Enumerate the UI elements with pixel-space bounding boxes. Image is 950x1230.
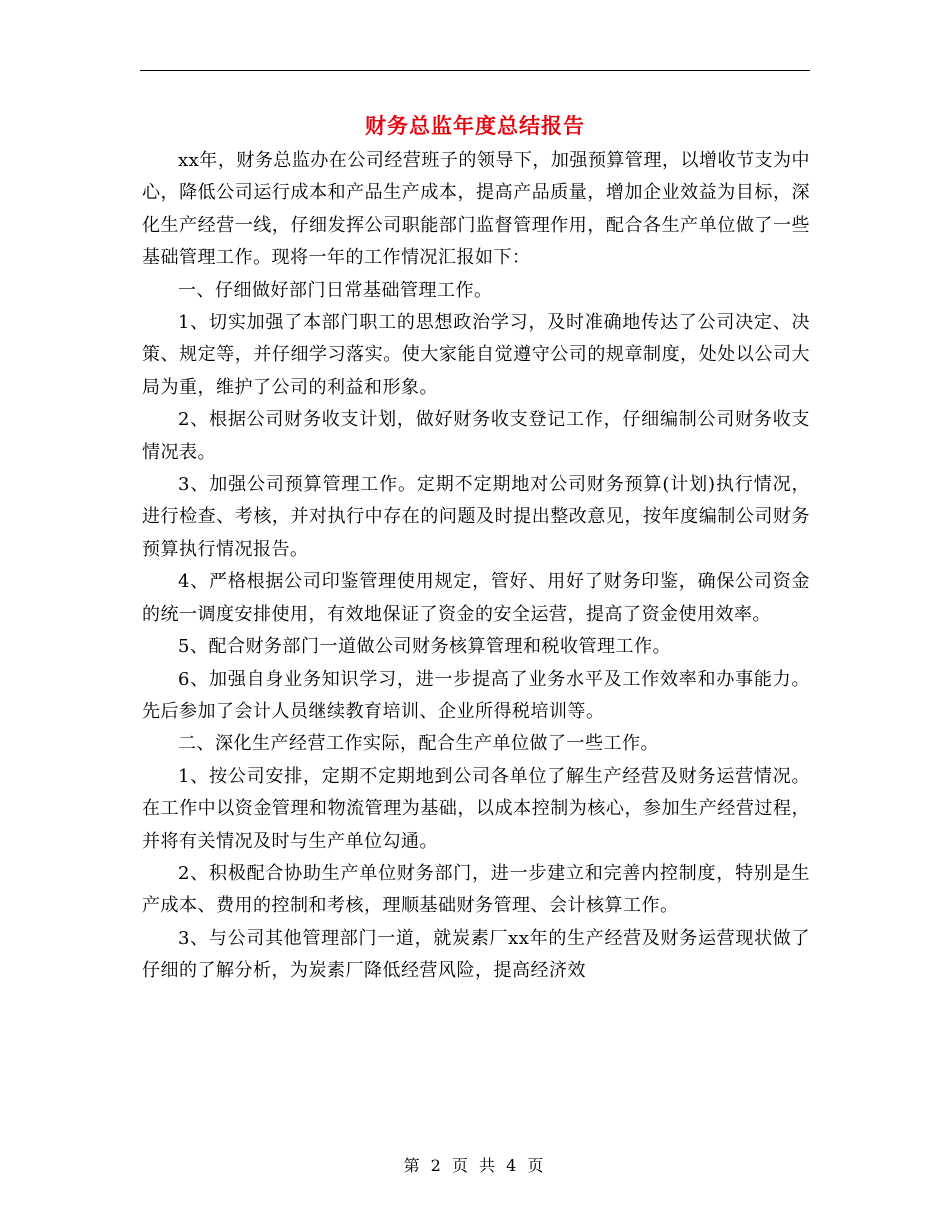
- paragraph-item: 5、配合财务部门一道做公司财务核算管理和税收管理工作。: [178, 636, 671, 658]
- header-rule: [140, 70, 810, 71]
- paragraph-intro: xx年，财务总监办在公司经营班子的领导下，加强预算管理，以增收节支为中心，降低公司运行成本和产品生产成本，提高产品质量，增加企业效益为目标，深化生产经营一线，仔细发挥公司职能部门监督管理作用，配合各生产单位做了一些基础管理工作。现将一年的工作情况汇报如下：: [142, 150, 810, 269]
- section-heading-2: 二、深化生产经营工作实际，配合生产单位做了一些工作。: [178, 733, 659, 755]
- section-heading-1: 一、仔细做好部门日常基础管理工作。: [178, 279, 493, 301]
- paragraph-item: 3、加强公司预算管理工作。定期不定期地对公司财务预算(计划)执行情况，进行检查、考核，并对执行中存在的问题及时提出整改意见，按年度编制公司财务预算执行情况报告。: [142, 474, 810, 560]
- paragraph-item: 1、按公司安排，定期不定期地到公司各单位了解生产经营及财务运营情况。在工作中以资金管理和物流管理为基础，以成本控制为核心，参加生产经营过程，并将有关情况及时与生产单位勾通。: [142, 765, 810, 852]
- paragraph-item: 1、切实加强了本部门职工的思想政治学习，及时准确地传达了公司决定、决策、规定等，并仔细学习落实。使大家能自觉遵守公司的规章制度，处处以公司大局为重，维护了公司的利益和形象。: [142, 312, 810, 398]
- document-title: 财务总监年度总结报告: [365, 113, 585, 138]
- paragraph-item: 6、加强自身业务知识学习，进一步提高了业务水平及工作效率和办事能力。先后参加了会计人员继续教育培训、企业所得税培训等。: [142, 668, 810, 722]
- document-body: [142, 145, 810, 988]
- paragraph-item: 3、与公司其他管理部门一道，就炭素厂xx年的生产经营及财务运营现状做了仔细的了解分析，为炭素厂降低经营风险，提高经济效: [142, 927, 810, 982]
- page-number-footer: 第 2 页 共 4 页: [403, 1156, 547, 1175]
- paragraph-item: 2、根据公司财务收支计划，做好财务收支登记工作，仔细编制公司财务收支情况表。: [142, 409, 810, 463]
- paragraph-item: 2、积极配合协助生产单位财务部门，进一步建立和完善内控制度，特别是生产成本、费用的控制和考核，理顺基础财务管理、会计核算工作。: [142, 862, 810, 917]
- paragraph-item: 4、严格根据公司印鉴管理使用规定，管好、用好了财务印鉴，确保公司资金的统一调度安排使用，有效地保证了资金的安全运营，提高了资金使用效率。: [142, 571, 810, 625]
